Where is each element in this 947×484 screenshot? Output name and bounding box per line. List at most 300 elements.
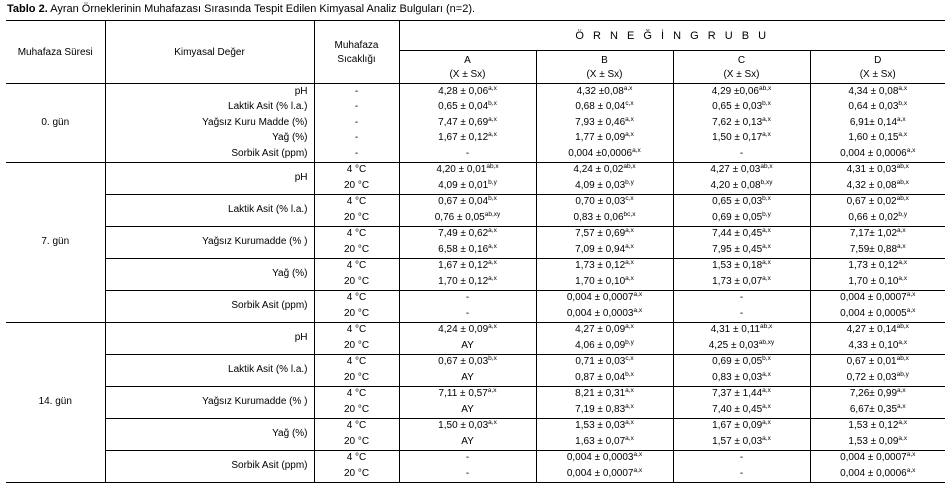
storage-period-cell: 14. gün: [6, 322, 105, 482]
group-value-cell: [399, 322, 536, 338]
group-value-cell: [673, 306, 810, 322]
mean-sd-value: 0,67 ± 0,02: [846, 196, 897, 208]
group-value-cell: [810, 178, 945, 194]
group-value-cell: [399, 434, 536, 450]
group-value-cell: [673, 466, 810, 482]
significance-letters: b,x: [762, 195, 771, 203]
group-value-cell: [810, 226, 945, 242]
chemical-value-cell: pH: [105, 84, 314, 100]
temperature-cell: 4 °C: [314, 194, 399, 210]
mean-sd-value: 1,70 ± 0,10: [848, 275, 899, 287]
group-value-cell: [399, 466, 536, 482]
group-value-cell: [399, 354, 536, 370]
significance-letters: a,x: [625, 242, 634, 250]
group-d-stat: (X ± Sx): [859, 68, 896, 80]
table-row: [6, 226, 945, 242]
storage-period-cell: 7. gün: [6, 162, 105, 322]
significance-letters: a,x: [762, 402, 771, 410]
group-value-cell: [810, 115, 945, 131]
group-value-cell: [673, 370, 810, 386]
mean-sd-value: -: [739, 292, 744, 304]
mean-sd-value: 4,31 ± 0,11: [710, 324, 760, 336]
group-value-cell: [399, 450, 536, 466]
significance-letters: ab,x: [759, 323, 773, 331]
mean-sd-value: 0,70 ± 0,03: [575, 196, 626, 208]
group-value-cell: [810, 418, 945, 434]
temperature-cell: 20 °C: [314, 242, 399, 258]
mean-sd-value: 1,73 ± 0,07: [712, 275, 763, 287]
mean-sd-value: 7,93 ± 0,46: [575, 116, 626, 128]
mean-sd-value: 4,06 ± 0,09: [575, 339, 626, 351]
mean-sd-value: 7,47 ± 0,69: [438, 116, 489, 128]
mean-sd-value: AY: [461, 435, 474, 447]
mean-sd-value: AY: [461, 403, 474, 415]
significance-letters: ab,x: [760, 163, 773, 171]
header-group-d: [810, 51, 945, 84]
mean-sd-value: 7,19 ± 0,83: [575, 403, 626, 415]
mean-sd-value: 0,71 ± 0,03: [575, 356, 626, 368]
significance-letters: a,x: [897, 115, 906, 123]
significance-letters: b,y: [898, 210, 908, 218]
significance-letters: c,x: [625, 195, 634, 203]
group-value-cell: [536, 290, 673, 306]
mean-sd-value: 0,004 ± 0,0006: [840, 467, 907, 479]
group-value-cell: [673, 146, 810, 162]
significance-letters: a,x: [632, 146, 641, 154]
table-row: [6, 146, 945, 162]
mean-sd-value: 7,95 ± 0,45: [712, 243, 763, 255]
group-value-cell: [673, 210, 810, 226]
group-value-cell: [536, 194, 673, 210]
mean-sd-value: -: [739, 452, 744, 464]
group-a-stat: (X ± Sx): [449, 68, 486, 80]
temperature-cell: 20 °C: [314, 434, 399, 450]
mean-sd-value: 0,004 ± 0,0006: [840, 147, 907, 159]
header-temp-line1: Muhafaza: [334, 39, 379, 51]
significance-letters: b,x: [488, 195, 497, 203]
mean-sd-value: -: [739, 147, 744, 159]
significance-letters: a,x: [625, 402, 634, 410]
significance-letters: a,x: [488, 84, 497, 92]
significance-letters: ab,x: [896, 178, 909, 186]
mean-sd-value: 0,67 ± 0,03: [438, 356, 489, 368]
group-value-cell: [399, 338, 536, 354]
significance-letters: a,x: [488, 419, 497, 427]
table-row: [6, 162, 945, 178]
group-value-cell: [536, 162, 673, 178]
group-value-cell: [673, 178, 810, 194]
significance-letters: c,x: [625, 100, 634, 108]
mean-sd-value: 1,70 ± 0,12: [438, 275, 489, 287]
group-value-cell: [399, 162, 536, 178]
group-value-cell: [399, 226, 536, 242]
table-row: [6, 100, 945, 116]
significance-letters: ab,x: [758, 84, 772, 92]
mean-sd-value: 6,67± 0,35: [849, 403, 898, 415]
mean-sd-value: 0,72 ± 0,03: [846, 371, 897, 383]
mean-sd-value: 1,67 ± 0,12: [438, 260, 489, 272]
temperature-cell: -: [314, 115, 399, 131]
mean-sd-value: 0,68 ± 0,04: [575, 101, 626, 113]
mean-sd-value: 7,26± 0,99: [849, 388, 898, 400]
mean-sd-value: 0,67 ± 0,04: [438, 196, 489, 208]
header-sample-group: Ö R N E Ğ İ N G R U B U: [399, 21, 945, 51]
mean-sd-value: 0,004 ± 0,0003: [566, 452, 634, 464]
table-row: [6, 194, 945, 210]
group-value-cell: [810, 402, 945, 418]
header-row-1: [6, 21, 945, 51]
header-group-b: [536, 51, 673, 84]
mean-sd-value: 7,40 ± 0,45: [712, 403, 763, 415]
chemical-value-cell: Laktik Asit (% l.a.): [105, 354, 314, 386]
group-value-cell: [810, 450, 945, 466]
group-value-cell: [810, 322, 945, 338]
group-value-cell: [536, 306, 673, 322]
group-value-cell: [810, 370, 945, 386]
significance-letters: a,x: [488, 323, 497, 331]
significance-letters: b,x: [488, 355, 497, 363]
significance-letters: a,x: [633, 291, 643, 299]
table-row: [6, 418, 945, 434]
group-value-cell: [673, 162, 810, 178]
mean-sd-value: 1,50 ± 0,17: [712, 132, 763, 144]
header-storage-period: Muhafaza Süresi: [6, 21, 105, 84]
significance-letters: a,x: [487, 387, 497, 395]
mean-sd-value: 4,09 ± 0,01: [438, 179, 489, 191]
temperature-cell: 20 °C: [314, 370, 399, 386]
group-value-cell: [810, 386, 945, 402]
mean-sd-value: 4,33 ± 0,10: [848, 339, 899, 351]
mean-sd-value: 0,69 ± 0,05: [712, 356, 763, 368]
group-value-cell: [399, 131, 536, 147]
mean-sd-value: 6,58 ± 0,16: [438, 243, 489, 255]
mean-sd-value: 1,53 ± 0,03: [575, 420, 626, 432]
group-value-cell: [399, 290, 536, 306]
header-group-c: [673, 51, 810, 84]
group-value-cell: [536, 434, 673, 450]
group-value-cell: [399, 115, 536, 131]
mean-sd-value: 0,65 ± 0,03: [712, 196, 763, 208]
group-a-name: A: [464, 54, 471, 66]
table-caption: [7, 3, 475, 16]
group-value-cell: [536, 226, 673, 242]
temperature-cell: 20 °C: [314, 210, 399, 226]
significance-letters: ab,x: [896, 163, 909, 171]
mean-sd-value: 0,67 ± 0,01: [846, 356, 897, 368]
chemical-value-cell: Sorbik Asit (ppm): [105, 450, 314, 482]
group-value-cell: [810, 242, 945, 258]
significance-letters: ab,xy: [484, 210, 501, 218]
group-value-cell: [810, 131, 945, 147]
table-row: [6, 131, 945, 147]
significance-letters: b,y: [488, 178, 497, 186]
group-value-cell: [673, 84, 810, 100]
significance-letters: a,x: [906, 291, 916, 299]
group-value-cell: [399, 306, 536, 322]
temperature-cell: 4 °C: [314, 418, 399, 434]
significance-letters: ab,x: [623, 163, 636, 171]
significance-letters: a,x: [897, 242, 906, 250]
mean-sd-value: 4,32 ±0,08: [576, 85, 624, 97]
chemical-value-cell: Laktik Asit (% l.a.): [105, 100, 314, 116]
group-value-cell: [673, 258, 810, 274]
temperature-cell: -: [314, 146, 399, 162]
temperature-cell: 4 °C: [314, 290, 399, 306]
mean-sd-value: 1,67 ± 0,09: [712, 420, 763, 432]
group-value-cell: [810, 338, 945, 354]
mean-sd-value: 7,57 ± 0,69: [575, 228, 626, 240]
significance-letters: ab,x: [486, 163, 499, 171]
significance-letters: a,x: [633, 466, 643, 474]
group-value-cell: [673, 322, 810, 338]
chemical-value-cell: pH: [105, 162, 314, 194]
significance-letters: a,x: [762, 227, 771, 235]
header-temp-line2: Sıcaklığı: [337, 53, 376, 65]
group-value-cell: [536, 466, 673, 482]
storage-period-cell: 0. gün: [6, 84, 105, 163]
mean-sd-value: 1,53 ± 0,12: [848, 420, 899, 432]
table-row: [6, 258, 945, 274]
significance-letters: b,x: [898, 100, 908, 108]
table-row: [6, 115, 945, 131]
group-value-cell: [399, 418, 536, 434]
group-value-cell: [536, 210, 673, 226]
group-value-cell: [673, 100, 810, 116]
significance-letters: a,x: [762, 434, 771, 442]
significance-letters: ab,x: [896, 323, 909, 331]
significance-letters: a,x: [906, 466, 916, 474]
group-value-cell: [536, 386, 673, 402]
chemical-value-cell: Sorbik Asit (ppm): [105, 146, 314, 162]
header-storage-temp: [314, 21, 399, 84]
significance-letters: b,x: [625, 370, 634, 378]
chemical-value-cell: Yağ (%): [105, 258, 314, 290]
mean-sd-value: 1,70 ± 0,10: [575, 275, 626, 287]
mean-sd-value: 0,004 ± 0,0007: [566, 292, 634, 304]
group-value-cell: [810, 146, 945, 162]
header-chemical-value: Kimyasal Değer: [105, 21, 314, 84]
mean-sd-value: 4,09 ± 0,03: [575, 179, 626, 191]
significance-letters: a,x: [633, 451, 643, 459]
mean-sd-value: 1,53 ± 0,18: [712, 260, 763, 272]
group-value-cell: [673, 434, 810, 450]
table-row: [6, 386, 945, 402]
chemical-value-cell: pH: [105, 322, 314, 354]
analysis-table: [6, 20, 945, 483]
group-value-cell: [810, 194, 945, 210]
significance-letters: a,x: [897, 227, 906, 235]
significance-letters: a,x: [488, 115, 497, 123]
mean-sd-value: 0,64 ± 0,03: [848, 101, 899, 113]
group-value-cell: [536, 338, 673, 354]
group-c-name: C: [737, 54, 746, 66]
significance-letters: a,x: [906, 306, 916, 314]
significance-letters: a,x: [898, 259, 908, 267]
group-value-cell: [536, 402, 673, 418]
significance-letters: a,x: [897, 387, 906, 395]
significance-letters: a,x: [488, 259, 497, 267]
chemical-value-cell: Yağ (%): [105, 418, 314, 450]
group-value-cell: [673, 402, 810, 418]
mean-sd-value: -: [465, 147, 470, 159]
significance-letters: b,xy: [760, 178, 773, 186]
group-value-cell: [810, 290, 945, 306]
mean-sd-value: 7,44 ± 0,45: [712, 228, 763, 240]
mean-sd-value: 4,24 ± 0,02: [573, 164, 624, 176]
temperature-cell: 4 °C: [314, 258, 399, 274]
mean-sd-value: 4,27 ± 0,14: [846, 324, 897, 336]
mean-sd-value: 0,83 ± 0,06: [573, 211, 624, 223]
significance-letters: a,x: [762, 242, 771, 250]
group-value-cell: [399, 386, 536, 402]
significance-letters: a,x: [488, 131, 497, 139]
chemical-value-cell: Yağsız Kurumadde (% ): [105, 226, 314, 258]
group-value-cell: [673, 226, 810, 242]
significance-letters: a,x: [762, 387, 771, 395]
group-value-cell: [810, 162, 945, 178]
significance-letters: a,x: [625, 131, 634, 139]
temperature-cell: 4 °C: [314, 226, 399, 242]
mean-sd-value: AY: [461, 339, 474, 351]
group-value-cell: [810, 84, 945, 100]
significance-letters: a,x: [625, 115, 634, 123]
mean-sd-value: 7,37 ± 1,44: [712, 388, 763, 400]
mean-sd-value: 0,004 ± 0,0005: [840, 307, 907, 319]
chemical-value-cell: Laktik Asit (% l.a.): [105, 194, 314, 226]
group-value-cell: [673, 450, 810, 466]
mean-sd-value: 0,004 ± 0,0007: [840, 292, 907, 304]
mean-sd-value: 0,004 ± 0,0007: [566, 467, 634, 479]
group-value-cell: [810, 434, 945, 450]
mean-sd-value: 0,76 ± 0,05: [434, 211, 485, 223]
table-row: [6, 450, 945, 466]
significance-letters: b,y: [625, 178, 634, 186]
significance-letters: b,y: [762, 210, 771, 218]
group-value-cell: [399, 84, 536, 100]
mean-sd-value: 4,29 ±0,06: [711, 85, 759, 97]
significance-letters: c,x: [625, 355, 634, 363]
significance-letters: ab,y: [896, 370, 909, 378]
group-value-cell: [536, 84, 673, 100]
mean-sd-value: 7,62 ± 0,13: [712, 116, 763, 128]
significance-letters: a,x: [625, 227, 634, 235]
significance-letters: a,x: [762, 419, 771, 427]
significance-letters: a,x: [625, 387, 634, 395]
temperature-cell: 20 °C: [314, 466, 399, 482]
mean-sd-value: 0,66 ± 0,02: [848, 211, 899, 223]
significance-letters: ab,x: [896, 195, 909, 203]
mean-sd-value: 0,69 ± 0,05: [712, 211, 763, 223]
mean-sd-value: 4,27 ± 0,09: [575, 324, 626, 336]
group-value-cell: [399, 194, 536, 210]
significance-letters: a,x: [762, 259, 771, 267]
mean-sd-value: 4,34 ± 0,08: [848, 85, 899, 97]
significance-letters: a,x: [762, 274, 771, 282]
group-value-cell: [536, 131, 673, 147]
mean-sd-value: 4,32 ± 0,08: [846, 179, 897, 191]
group-value-cell: [673, 194, 810, 210]
mean-sd-value: 4,28 ± 0,06: [438, 85, 489, 97]
significance-letters: a,x: [898, 434, 908, 442]
table-row: [6, 84, 945, 100]
caption-label: Tablo 2.: [7, 3, 48, 15]
caption-text: Ayran Örneklerinin Muhafazası Sırasında Tespit Edilen Kimyasal Analiz Bulguları (n=2).: [47, 3, 476, 15]
mean-sd-value: 7,49 ± 0,62: [438, 228, 489, 240]
group-value-cell: [673, 131, 810, 147]
significance-letters: a,x: [898, 84, 908, 92]
mean-sd-value: 4,20 ± 0,08: [710, 179, 761, 191]
mean-sd-value: 1,57 ± 0,03: [712, 435, 763, 447]
mean-sd-value: 4,24 ± 0,09: [438, 324, 489, 336]
temperature-cell: 4 °C: [314, 322, 399, 338]
significance-letters: a,x: [623, 84, 633, 92]
temperature-cell: -: [314, 100, 399, 116]
significance-letters: a,x: [898, 131, 908, 139]
group-value-cell: [399, 370, 536, 386]
chemical-value-cell: Sorbik Asit (ppm): [105, 290, 314, 322]
mean-sd-value: 7,11 ± 0,57: [438, 388, 488, 400]
significance-letters: ab,xy: [758, 338, 775, 346]
group-value-cell: [399, 178, 536, 194]
group-value-cell: [673, 274, 810, 290]
significance-letters: a,x: [625, 274, 634, 282]
mean-sd-value: 7,17± 1,02: [849, 228, 898, 240]
group-value-cell: [810, 466, 945, 482]
significance-letters: a,x: [625, 434, 634, 442]
group-value-cell: [810, 354, 945, 370]
mean-sd-value: -: [465, 467, 470, 479]
significance-letters: a,x: [488, 242, 497, 250]
temperature-cell: 20 °C: [314, 274, 399, 290]
mean-sd-value: 7,59± 0,88: [849, 243, 898, 255]
group-value-cell: [673, 418, 810, 434]
group-value-cell: [399, 402, 536, 418]
group-value-cell: [673, 242, 810, 258]
group-value-cell: [810, 258, 945, 274]
significance-letters: a,x: [625, 323, 634, 331]
significance-letters: a,x: [633, 306, 643, 314]
table-row: [6, 290, 945, 306]
temperature-cell: -: [314, 131, 399, 147]
mean-sd-value: 1,77 ± 0,09: [575, 132, 626, 144]
group-value-cell: [536, 100, 673, 116]
group-b-name: B: [601, 54, 608, 66]
group-value-cell: [536, 322, 673, 338]
significance-letters: a,x: [906, 451, 916, 459]
mean-sd-value: 1,67 ± 0,12: [438, 132, 489, 144]
significance-letters: b,x: [762, 100, 771, 108]
mean-sd-value: 0,87 ± 0,04: [575, 371, 626, 383]
group-value-cell: [673, 338, 810, 354]
significance-letters: a,x: [762, 115, 771, 123]
group-value-cell: [536, 258, 673, 274]
group-value-cell: [673, 290, 810, 306]
significance-letters: a,x: [625, 419, 634, 427]
mean-sd-value: -: [739, 467, 744, 479]
group-c-stat: (X ± Sx): [723, 68, 760, 80]
group-value-cell: [399, 100, 536, 116]
temperature-cell: 20 °C: [314, 306, 399, 322]
group-value-cell: [673, 386, 810, 402]
mean-sd-value: 4,20 ± 0,01: [436, 164, 487, 176]
mean-sd-value: 4,31 ± 0,03: [846, 164, 897, 176]
table-row: [6, 354, 945, 370]
group-value-cell: [399, 274, 536, 290]
significance-letters: a,x: [762, 131, 771, 139]
mean-sd-value: 0,004 ±0,0006: [568, 147, 633, 159]
significance-letters: bc,x: [623, 210, 636, 218]
significance-letters: a,x: [898, 274, 908, 282]
